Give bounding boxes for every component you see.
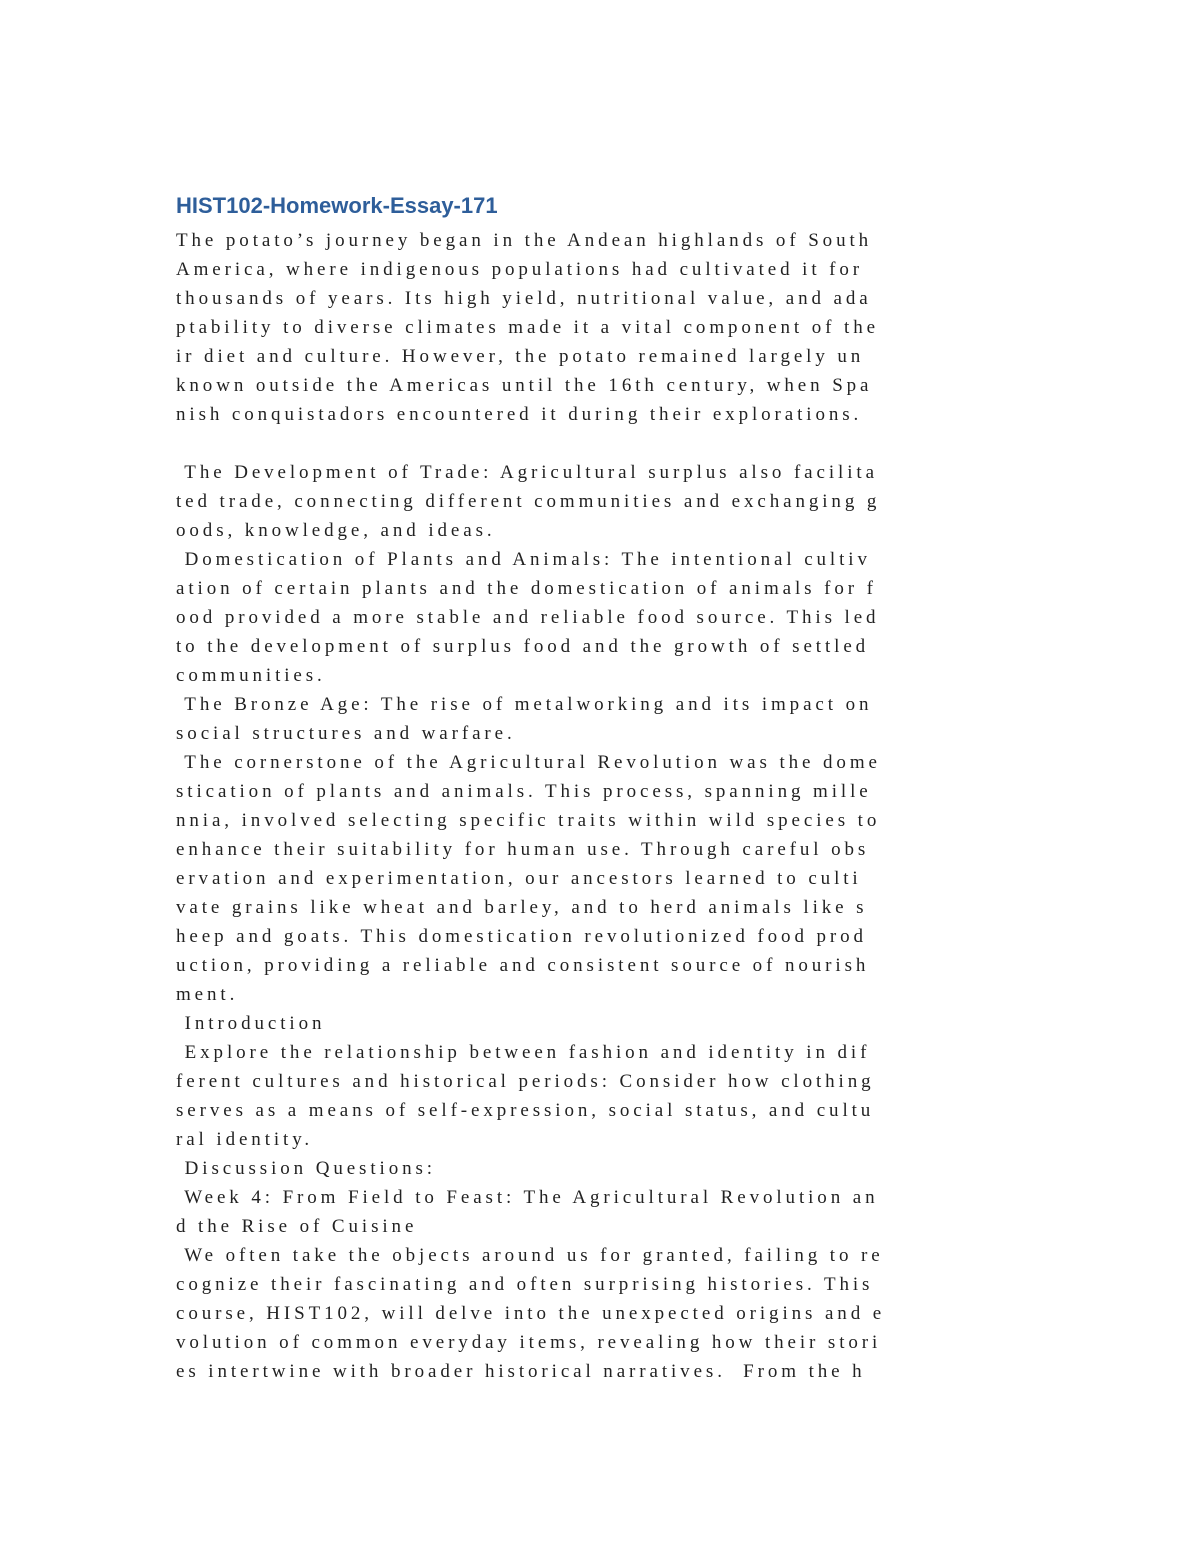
text-line: es intertwine with broader historical narratives. From the h bbox=[176, 1361, 866, 1382]
text-line: Domestication of Plants and Animals: The intentional cultiv bbox=[176, 549, 871, 570]
text-line: uction, providing a reliable and consistent source of nourish bbox=[176, 955, 870, 976]
text-line: ood provided a more stable and reliable food source. This led bbox=[176, 607, 880, 628]
text-line: stication of plants and animals. This process, spanning mille bbox=[176, 781, 872, 802]
text-line: ted trade, connecting different communities and exchanging g bbox=[176, 491, 881, 512]
text-line: course, HIST102, will delve into the unexpected origins and e bbox=[176, 1303, 886, 1324]
text-line: America, where indigenous populations had cultivated it for bbox=[176, 259, 864, 280]
text-line: known outside the Americas until the 16th century, when Spa bbox=[176, 375, 873, 396]
text-line: The Development of Trade: Agricultural surplus also facilita bbox=[176, 462, 878, 483]
text-line: enhance their suitability for human use. Through careful obs bbox=[176, 839, 870, 860]
text-line: volution of common everyday items, revealing how their stori bbox=[176, 1332, 882, 1353]
text-line: ral identity. bbox=[176, 1129, 314, 1150]
text-line: ation of certain plants and the domestication of animals for f bbox=[176, 578, 877, 599]
text-line: communities. bbox=[176, 665, 326, 686]
text-line: nnia, involved selecting specific traits within wild species to bbox=[176, 810, 881, 831]
text-line: to the development of surplus food and the growth of settled bbox=[176, 636, 870, 657]
text-line: Explore the relationship between fashion and identity in dif bbox=[176, 1042, 871, 1063]
text-line: social structures and warfare. bbox=[176, 723, 516, 744]
text-line: The Bronze Age: The rise of metalworking and its impact on bbox=[176, 694, 873, 715]
text-line: ferent cultures and historical periods: Consider how clothing bbox=[176, 1071, 875, 1092]
text-line: The cornerstone of the Agricultural Revolution was the dome bbox=[176, 752, 881, 773]
text-line: The potato’s journey began in the Andean highlands of South bbox=[176, 230, 873, 251]
paragraph-gap bbox=[176, 429, 1056, 458]
text-line: Week 4: From Field to Feast: The Agricultural Revolution an bbox=[176, 1187, 879, 1208]
text-line: ment. bbox=[176, 984, 239, 1005]
text-line: vate grains like wheat and barley, and to herd animals like s bbox=[176, 897, 868, 918]
text-line: ir diet and culture. However, the potato remained largely un bbox=[176, 346, 865, 367]
text-line: Introduction bbox=[176, 1013, 326, 1034]
text-line: Discussion Questions: bbox=[176, 1158, 436, 1179]
text-line: ptability to diverse climates made it a vital component of the bbox=[176, 317, 879, 338]
text-line: thousands of years. Its high yield, nutritional value, and ada bbox=[176, 288, 872, 309]
text-line: serves as a means of self-expression, social status, and cultu bbox=[176, 1100, 875, 1121]
text-line: cognize their fascinating and often surprising histories. This bbox=[176, 1274, 874, 1295]
text-line: d the Rise of Cuisine bbox=[176, 1216, 418, 1237]
text-line: oods, knowledge, and ideas. bbox=[176, 520, 496, 541]
text-line: nish conquistadors encountered it during their explorations. bbox=[176, 404, 863, 425]
text-line: ervation and experimentation, our ancestors learned to culti bbox=[176, 868, 862, 889]
document-body bbox=[176, 226, 1056, 1386]
text-line: We often take the objects around us for granted, failing to re bbox=[176, 1245, 884, 1266]
text-line: heep and goats. This domestication revolutionized food prod bbox=[176, 926, 867, 947]
document-title: HIST102-Homework-Essay-171 bbox=[176, 193, 498, 218]
